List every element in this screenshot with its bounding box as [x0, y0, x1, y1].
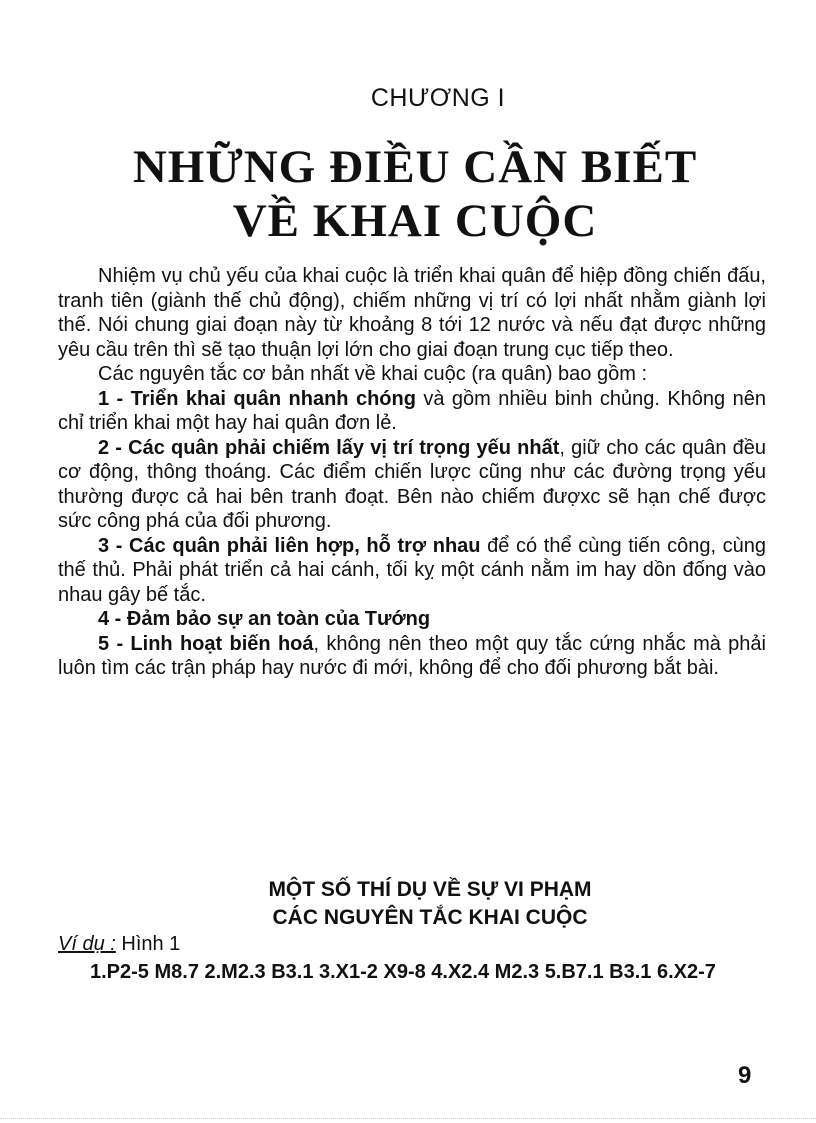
principle-5-title: 5 - Linh hoạt biến hoá	[98, 632, 314, 655]
principle-5-text: , không nên theo một quy tắc cứng nhắc mà phải luôn tìm các trận pháp hay nước đi mới, không để cho đối phương bắt bài.	[58, 632, 766, 679]
principle-2-title: 2 - Các quân phải chiếm lấy vị trí trọng yếu nhất	[98, 436, 560, 459]
principle-1-title: 1 - Triển khai quân nhanh chóng	[98, 387, 416, 410]
section-heading	[0, 876, 816, 932]
principle-1-text: và gồm nhiều binh chủng. Không nên chỉ triển khai một hay hai quân đơn lẻ.	[58, 387, 766, 434]
example-figure: Hình 1	[115, 933, 181, 955]
section-heading-line-1: MỘT SỐ THÍ DỤ VỀ SỰ VI PHẠM	[268, 878, 592, 901]
principle-1	[58, 387, 766, 436]
body-text	[58, 264, 766, 681]
principle-3	[58, 534, 766, 608]
page-number: 9	[738, 1062, 752, 1089]
example-block	[58, 930, 766, 986]
chapter-label: CHƯƠNG I	[370, 84, 506, 112]
example-caption	[58, 930, 766, 958]
principle-2	[58, 436, 766, 534]
example-label: Ví dụ :	[58, 933, 116, 955]
principle-4-title: 4 - Đảm bảo sự an toàn của Tướng	[98, 608, 431, 630]
page-bottom-edge	[0, 1118, 816, 1120]
section-heading-line-2: CÁC NGUYÊN TẮC KHAI CUỘC	[272, 906, 588, 929]
intro-paragraph-1: Nhiệm vụ chủ yếu của khai cuộc là triển khai quân để hiệp đồng chiến đấu, tranh tiên (giành thế chủ động), chiếm những vị trí có lợi nhất nhằm giành lợi thế. Nói chung giai đoạn này từ khoảng 8 tới 12 nước và nếu đạt được những yêu cầu trên thì sẽ tạo thuận lợi lớn cho giai đoạn trung cục tiếp theo.	[58, 265, 766, 361]
principle-4	[58, 607, 766, 632]
principle-3-title: 3 - Các quân phải liên hợp, hỗ trợ nhau	[98, 534, 481, 557]
chapter-title	[0, 140, 816, 248]
example-moves: 1.P2-5 M8.7 2.M2.3 B3.1 3.X1-2 X9-8 4.X2.4 M2.3 5.B7.1 B3.1 6.X2-7	[90, 961, 716, 983]
chapter-title-line-2: VỀ KHAI CUỘC	[232, 195, 598, 247]
chapter-title-line-1: NHỮNG ĐIỀU CẦN BIẾT	[132, 141, 698, 193]
principle-2-text: , giữ cho các quân đều cơ động, thông thoáng. Các điểm chiến lược cũng như các đường trọng yếu thường được cả hai bên tranh đoạt. Bên nào chiếm đượxc sẽ hạn chế được sức công phá của đối phương.	[58, 436, 767, 532]
principle-3-text: để có thể cùng tiến công, cùng thế thủ. Phải phát triển cả hai cánh, tối kỵ một cánh nằm im hay dồn đống vào nhau gây bế tắc.	[58, 534, 766, 606]
intro-paragraph-2: Các nguyên tắc cơ bản nhất về khai cuộc (ra quân) bao gồm :	[98, 363, 647, 385]
principle-5	[58, 632, 766, 681]
